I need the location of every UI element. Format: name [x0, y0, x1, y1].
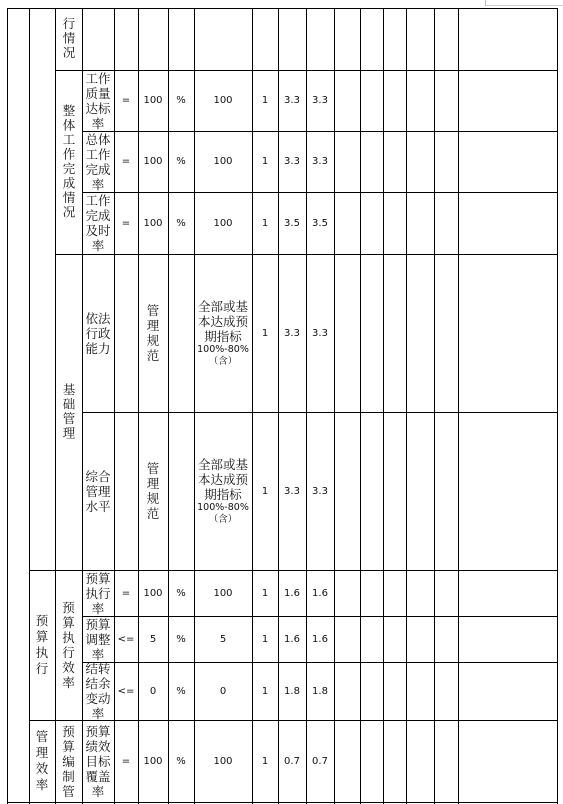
table-col-line [458, 8, 459, 804]
weight: 1 [261, 633, 269, 645]
table-col-line [406, 8, 407, 804]
indicator-name: 工作质量达标率 [85, 70, 111, 131]
weight: 1 [261, 95, 269, 106]
weight: 1 [261, 755, 269, 767]
table-col-line [383, 8, 384, 804]
actual-value: 5 [219, 633, 227, 645]
actual-value: 100 [213, 156, 233, 167]
group-budget-l1-label: 预算执行 [35, 613, 49, 676]
score: 3.3 [312, 485, 328, 497]
actual-value: 全部或基本达成预期指标 100%-80%（含） [197, 298, 249, 367]
operator: = [121, 587, 131, 599]
actual-value: 100 [213, 217, 233, 229]
page-edge-mark [485, 5, 563, 6]
weight: 1 [261, 685, 269, 697]
group-overall-label: 整体工作完成情况 [61, 104, 76, 220]
table-border-right [557, 8, 558, 804]
score: 3.3 [312, 327, 328, 339]
table-border-bottom [7, 802, 558, 803]
actual-value: 100 [213, 587, 233, 599]
target-value: 100 [143, 95, 163, 106]
indicator-name: 预算绩效目标覆盖率 [85, 723, 111, 799]
operator: <= [117, 633, 135, 645]
score: 1.6 [312, 633, 328, 645]
score: 3.5 [284, 217, 300, 229]
weight: 1 [261, 587, 269, 599]
target-value: 0 [149, 685, 157, 697]
indicator-name: 结转结余变动率 [85, 661, 111, 721]
score: 1.8 [312, 685, 328, 697]
score: 3.3 [312, 156, 328, 167]
score: 3.3 [284, 95, 300, 106]
indicator-name: 工作完成及时率 [85, 193, 111, 253]
score: 3.3 [284, 485, 300, 497]
operator: <= [117, 685, 135, 697]
score: 1.6 [312, 587, 328, 599]
score: 3.5 [312, 217, 328, 229]
target-value: 100 [143, 587, 163, 599]
table-border-top [7, 8, 558, 9]
score: 0.7 [312, 755, 328, 767]
actual-value: 0 [219, 685, 227, 697]
indicator-name: 依法行政能力 [85, 310, 111, 356]
indicator-name: 综合管理水平 [85, 468, 111, 514]
score: 3.3 [284, 327, 300, 339]
unit: % [176, 95, 186, 106]
unit: % [176, 217, 186, 229]
indicator-name: 总体工作完成率 [85, 131, 111, 192]
unit: % [176, 755, 186, 767]
group-perf-l1-label: 管理效率 [35, 729, 49, 792]
unit: % [176, 156, 186, 167]
operator: = [121, 217, 131, 229]
group-basic-label: 基础管理 [61, 383, 76, 441]
score: 1.6 [284, 587, 300, 599]
target-value: 100 [143, 156, 163, 167]
target-value: 管理规范 [146, 303, 160, 363]
score: 3.3 [312, 95, 328, 106]
weight: 1 [261, 327, 269, 339]
table-col-line [334, 8, 335, 804]
score: 1.6 [284, 633, 300, 645]
score: 1.8 [284, 685, 300, 697]
weight: 1 [261, 156, 269, 167]
weight: 1 [261, 485, 269, 497]
table-border-left [7, 8, 8, 804]
actual-value: 100 [213, 95, 233, 106]
indicator-name: 预算执行率 [85, 570, 111, 616]
score: 0.7 [284, 755, 300, 767]
target-value: 100 [143, 217, 163, 229]
operator: = [121, 156, 131, 167]
table-col-line [360, 8, 361, 804]
weight: 1 [261, 217, 269, 229]
group-perf-l2-label: 预算编制管 [62, 724, 75, 799]
group-budget-l2-label: 预算执行效率 [62, 600, 75, 690]
indicator-name: 预算调整率 [85, 616, 111, 662]
row-top-label: 行情况 [61, 17, 76, 61]
table-col-line [434, 8, 435, 804]
score: 3.3 [284, 156, 300, 167]
operator: = [121, 755, 131, 767]
unit: % [176, 685, 186, 697]
actual-value: 100 [213, 755, 233, 767]
operator: = [121, 95, 131, 106]
unit: % [176, 633, 186, 645]
target-value: 100 [143, 755, 163, 767]
target-value: 管理规范 [146, 461, 160, 521]
unit: % [176, 587, 186, 599]
target-value: 5 [149, 633, 157, 645]
actual-value: 全部或基本达成预期指标 100%-80%（含） [197, 456, 249, 525]
